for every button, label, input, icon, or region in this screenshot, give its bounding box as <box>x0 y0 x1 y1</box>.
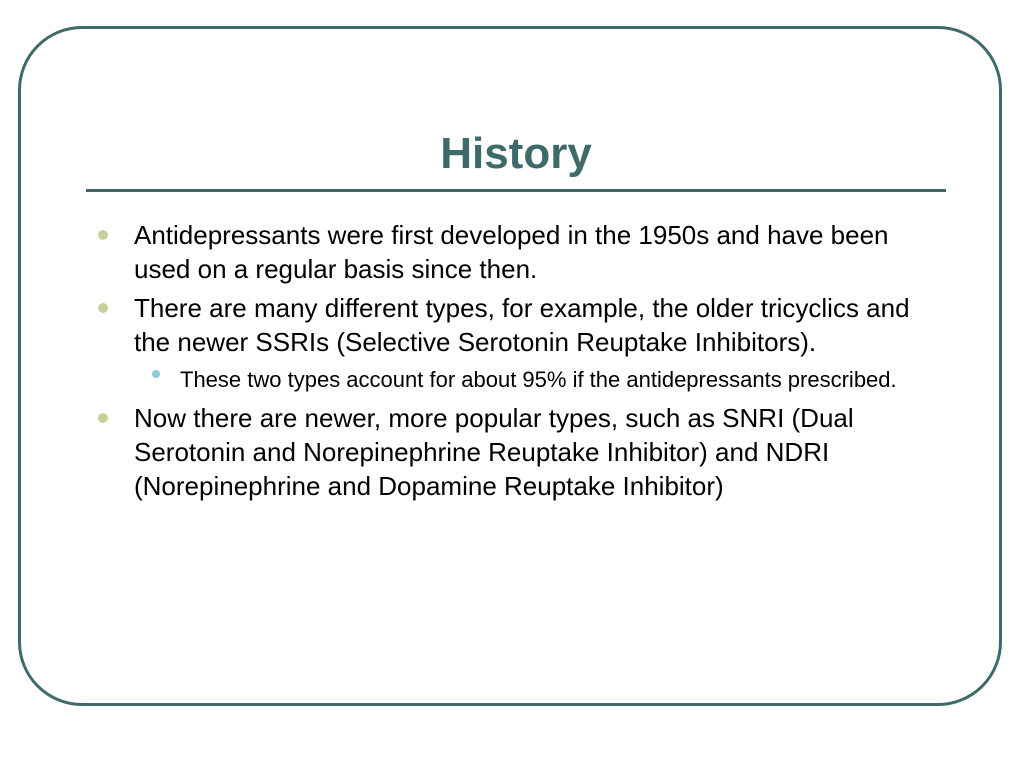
subbullet-dot-icon <box>152 370 160 378</box>
subbullet-text: These two types account for about 95% if the antidepressants prescribed. <box>180 367 897 392</box>
subbullet-item <box>98 364 938 395</box>
bullet-item <box>98 401 938 503</box>
bullet-text: Now there are newer, more popular types, such as SNRI (Dual Serotonin and Norepinephrine Reuptake Inhibitor) and NDRI (Norepinephrine and Dopamine Reuptake Inhibitor) <box>134 403 854 501</box>
bullet-item <box>98 218 938 286</box>
bullet-text: There are many different types, for example, the older tricyclics and the newer SSRIs (Selective Serotonin Reuptake Inhibitors). <box>134 293 910 357</box>
bullet-dot-icon <box>98 230 108 240</box>
title-divider <box>86 189 946 192</box>
bullet-list <box>98 218 938 508</box>
bullet-dot-icon <box>98 303 108 313</box>
slide-title: History <box>440 129 592 178</box>
bullet-item <box>98 291 938 359</box>
bullet-text: Antidepressants were first developed in the 1950s and have been used on a regular basis since then. <box>134 220 889 284</box>
bullet-dot-icon <box>98 413 108 423</box>
